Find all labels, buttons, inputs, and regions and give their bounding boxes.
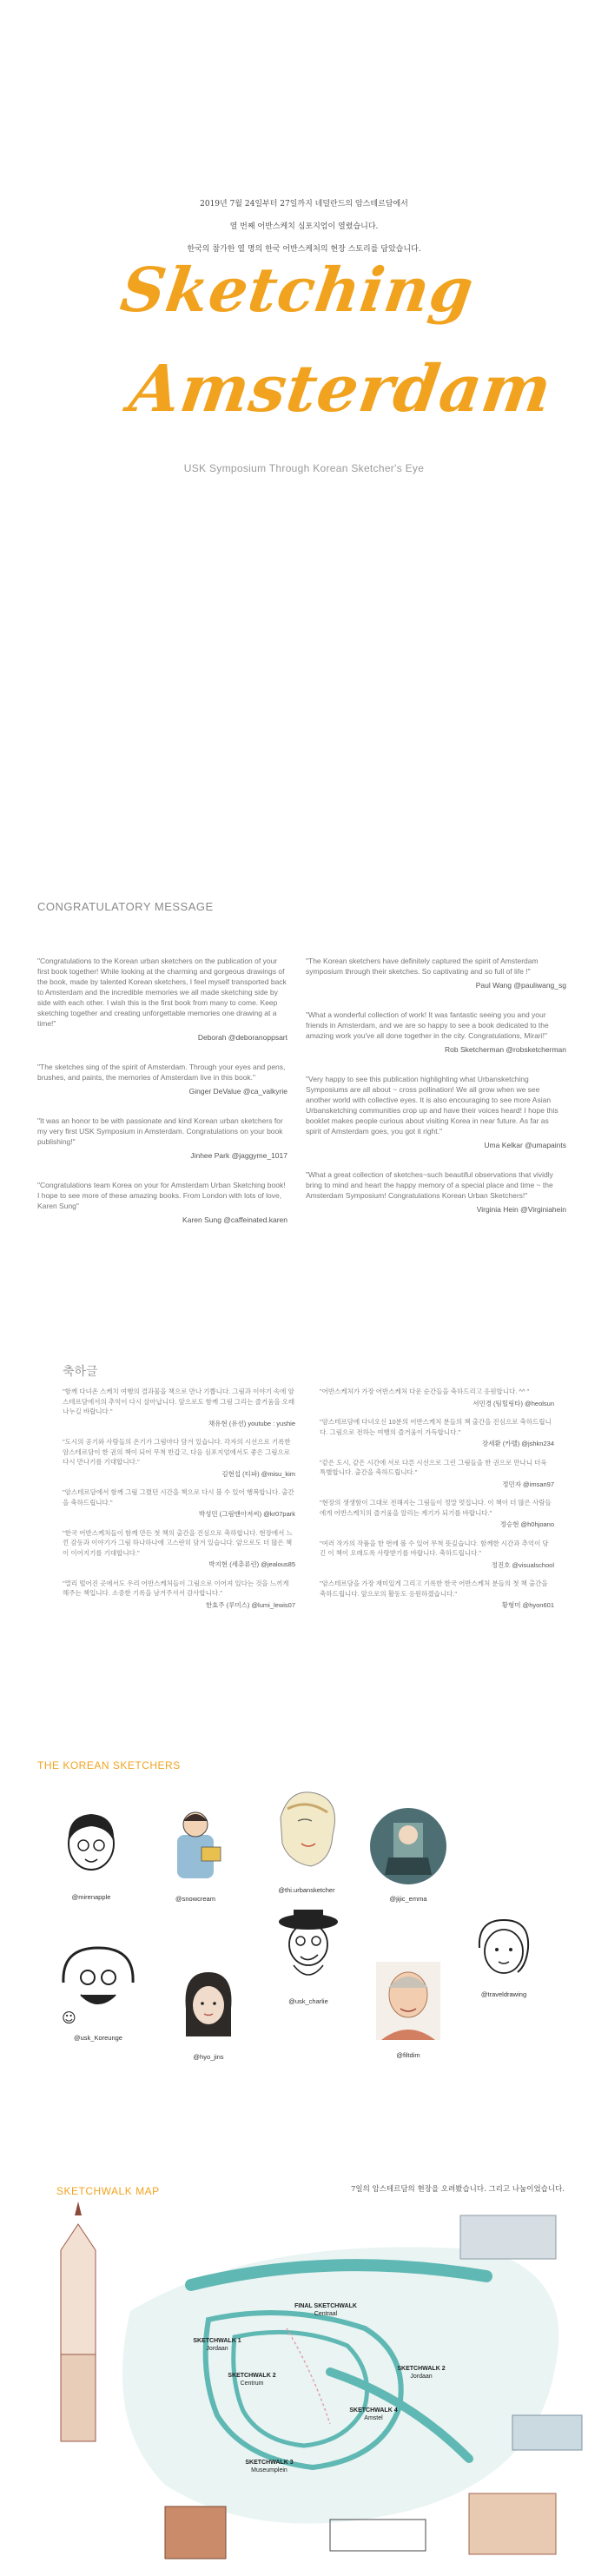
korean-signature: 서민경 (팀힐링타) @heolsun — [473, 1399, 554, 1407]
map-label-sub: Centraal — [314, 2311, 338, 2317]
sketchers-heading: THE KOREAN SKETCHERS — [37, 1759, 181, 1771]
korean-message: "암스테르담에서 함께 그림 그렸던 시간을 책으로 다시 볼 수 있어 행복합니다. 출간을 축하드립니다." — [63, 1488, 294, 1507]
congrats-message: "Congratulations to the Korean urban sketchers on the publication of your first book together! While looking at the charming and gorgeous drawings of the book, made by talented Korean sketchers, I feel myself transported back to Amsterdam and the incredible memories we all made sketching side by side with each other. I wish this is the first book from many to come. Keep sketching together and creating unforgettable memories one drawing at a time!" — [37, 957, 287, 1028]
congrats-message: "Very happy to see this publication highlighting what Urbansketching Symposiums are all about ~ cross pollination! We all grow when we see another world with collective eyes. It is also encouraging to see more Asian Urbansketching communities crop up and have their voices heard! I hope this booklet makes people curious about visiting Korea in near future. As far as spirit of Amsterdam goes, you got it right." — [306, 1075, 558, 1136]
portrait-illustration — [156, 1800, 235, 1887]
korean-message: "함께 다녀온 스케치 여행의 결과물을 책으로 만나 기쁩니다. 그림과 이야기 속에 암스테르담에서의 추억이 다시 살아납니다. 앞으로도 함께 그림 그리는 즐거움을 오래 나누길 바랍니다." — [63, 1387, 295, 1415]
korean-message: "도시의 공기와 사람들의 온기가 그림마다 담겨 있습니다. 각자의 시선으로 기록한 암스테르담이 한 권의 책이 되어 무척 반갑고, 다음 심포지엄에서도 좋은 그림으로 다시 만나기를 기대합니다." — [63, 1438, 291, 1466]
sketcher-portrait — [460, 1913, 547, 1998]
sketcher-portrait — [50, 1939, 146, 2042]
sketcher-handle: @jijic_emma — [389, 1895, 427, 1903]
congrats-message: "The sketches sing of the spirit of Amsterdam. Through your eyes and pens, brushes, and paints, the memories of Amsterdam live in this book." — [37, 1063, 286, 1082]
sketcher-handle: @hyo_jins — [193, 2053, 224, 2061]
korean-message: "멀리 떨어진 곳에서도 우리 어반스케처들이 그림으로 이어져 있다는 것을 느끼게 해주는 책입니다. 소중한 기록을 남겨주셔서 감사합니다." — [63, 1579, 289, 1597]
congrats-message: "The Korean sketchers have definitely captured the spirit of Amsterdam symposium through their sketches. So captivating and so full of life !" — [306, 957, 539, 976]
portrait-illustration — [263, 1783, 350, 1878]
korean-right-column — [320, 1387, 554, 1619]
map-illustration — [0, 2198, 608, 2572]
congrats-signature: Rob Sketcherman @robsketcherman — [445, 1045, 566, 1054]
sketcher-portrait — [52, 1807, 130, 1901]
map-label-sub: Amstel — [364, 2415, 383, 2421]
korean-signature: 정승현 @h0hjoano — [499, 1520, 554, 1528]
korean-messages-heading: 축하글 — [63, 1365, 98, 1379]
sketcher-handle: @mirenapple — [71, 1893, 111, 1901]
portrait-illustration — [369, 1957, 447, 2043]
map-label-title: SKETCHWALK 2 — [397, 2366, 446, 2372]
sketchwalk-map-heading: SKETCHWALK MAP — [56, 2185, 160, 2197]
map-label-sub: Museumplein — [251, 2467, 287, 2473]
korean-message: "암스테르담에 다녀오신 10분의 어반스케처 분들의 책 출간을 진심으로 축하드립니다. 그림으로 전하는 여행의 즐거움이 가득합니다." — [320, 1418, 552, 1436]
sketcher-handle: @snowcream — [175, 1895, 215, 1903]
map-label-sub: Jordaan — [206, 2346, 228, 2352]
map-label — [178, 2337, 256, 2353]
sketcher-handle: @filtdim — [396, 2051, 420, 2059]
congrats-signature: Virginia Hein @Virginiahein — [476, 1205, 566, 1214]
korean-message: "여러 작가의 작품을 한 번에 볼 수 있어 무척 뜻깊습니다. 함께한 시간과 추억이 담긴 이 책이 오래도록 사랑받기를 바랍니다. 축하드립니다." — [320, 1539, 549, 1557]
sketcher-handle: @usk_Koreunge — [74, 2034, 122, 2042]
korean-signature: 정민자 @imsan97 — [502, 1480, 554, 1488]
portrait-illustration — [469, 1913, 539, 1983]
congrats-message: "What a wonderful collection of work! It was fantastic seeing you and your friends in Amsterdam, and we are so happy to see a book dedicated to the amazing work you've all done together in the city. Congratulations, Mirari!" — [306, 1010, 549, 1040]
sketcher-portrait — [165, 1965, 252, 2061]
congrats-message: "It was an honor to be with passionate and kind Korean urban sketchers for my very first USK Symposium in Amsterdam. Congratulations on your book publishing!" — [37, 1116, 283, 1146]
logo-word-sketching: Sketching — [116, 254, 479, 326]
sketcher-portrait — [259, 1783, 354, 1894]
map-label-sub: Jordaan — [410, 2374, 433, 2380]
congrats-signature: Ginger DeValue @ca_valkyrie — [188, 1087, 287, 1096]
map-label-title: SKETCHWALK 2 — [228, 2373, 276, 2379]
portrait-illustration — [268, 1903, 349, 1990]
korean-message: "암스테르담을 가장 재미있게 그리고 기록한 한국 어반스케처 분들의 첫 책 출간을 축하드립니다. 앞으로의 활동도 응원하겠습니다." — [320, 1579, 548, 1598]
sketchwalk-map — [0, 2198, 608, 2572]
portrait-illustration — [56, 1807, 126, 1885]
korean-signature: 장세환 (카멜) @jshkn234 — [481, 1440, 554, 1447]
korean-left-column — [63, 1387, 295, 1619]
sketcher-portrait — [265, 1903, 352, 2005]
sketcher-portrait — [365, 1805, 452, 1903]
map-label-title: SKETCHWALK 4 — [349, 2407, 398, 2414]
congrats-message: "Congratulations team Korea on your for Amsterdam Urban Sketching book! I hope to see more of these amazing books. From London with lots of love, Karen Sung" — [37, 1181, 286, 1210]
sketcher-handle: @thi.urbansketcher — [278, 1886, 335, 1894]
korean-message: "어반스케처가 가장 어반스케처 다운 순간들을 축하드리고 응원합니다. ^^ " — [320, 1387, 530, 1395]
korean-message: "현장의 생생함이 그대로 전해지는 그림들이 정말 멋집니다. 이 책이 더 많은 사람들에게 어반스케치의 즐거움을 알리는 계기가 되기를 바랍니다." — [320, 1499, 552, 1517]
congrats-signature: Paul Wang @pauliwang_sg — [475, 981, 566, 990]
map-label-sub: Centrum — [240, 2381, 264, 2387]
congrats-left-column — [37, 956, 287, 1244]
congrats-right-column — [306, 956, 566, 1234]
logo-subtitle: USK Symposium Through Korean Sketcher's Eye — [183, 462, 425, 474]
portrait-illustration — [55, 1939, 142, 2026]
korean-message: "같은 도시, 같은 시간에 서로 다른 시선으로 그린 그림들을 한 권으로 만나니 더욱 특별합니다. 출간을 축하드립니다." — [320, 1458, 547, 1476]
korean-signature: 황형미 @hyon601 — [501, 1601, 554, 1609]
intro-line: 한국의 참가한 열 명의 한국 어반스케처의 현장 스토리를 담았습니다. — [187, 245, 421, 254]
map-label-title: SKETCHWALK 1 — [193, 2338, 241, 2344]
congrats-signature: Karen Sung @caffeinated.karen — [182, 1215, 287, 1224]
portrait-illustration — [174, 1965, 243, 2045]
intro-line: 2019년 7월 24일부터 27일까지 네덜란드의 암스테르담에서 — [200, 200, 408, 209]
map-label-title: FINAL SKETCHWALK — [294, 2303, 357, 2309]
congrats-signature: Jinhee Park @jaggyme_1017 — [190, 1151, 287, 1160]
korean-signature: 박성민 (그림맨아저씨) @kr07park — [198, 1510, 295, 1518]
map-label — [230, 2459, 308, 2474]
sketcher-portrait — [152, 1800, 239, 1903]
map-label — [213, 2372, 291, 2387]
logo-word-amsterdam: Amsterdam — [124, 352, 557, 427]
korean-signature: 정진호 @visualschool — [491, 1560, 554, 1569]
portrait-illustration — [367, 1805, 449, 1887]
map-label — [382, 2365, 460, 2381]
korean-signature: 채유현 (유션) youtube : yushie — [208, 1419, 295, 1427]
map-label — [334, 2407, 413, 2422]
congrats-message: "What a great collection of sketches~such beautiful observations that vividly bring to mind and heart the happy memory of a special place and time ~ the Amsterdam Symposium! Congratulations Korean Urban Sketchers!" — [306, 1170, 553, 1200]
intro-line: 열 번째 어반스케치 심포지엄이 열렸습니다. — [229, 222, 379, 231]
map-label-title: SKETCHWALK 3 — [245, 2460, 294, 2466]
intro-text — [0, 193, 608, 261]
korean-message: "한국 어반스케처들이 함께 만든 첫 책의 출간을 진심으로 축하합니다. 현장에서 느낀 감동과 이야기가 그림 하나하나에 고스란히 담겨 있습니다. 앞으로도 더 많은 책이 이어지기를 기대합니다." — [63, 1528, 293, 1557]
sketcher-handle: @traveldrawing — [480, 1990, 527, 1998]
korean-signature: 박지현 (세츄류린) @jealous85 — [208, 1560, 295, 1568]
sketcher-portrait — [365, 1957, 452, 2059]
congratulatory-heading: CONGRATULATORY MESSAGE — [37, 900, 214, 913]
sketcher-handle: @usk_charlie — [288, 1997, 328, 2005]
congrats-signature: Deborah @deboranoppsart — [197, 1033, 287, 1042]
korean-signature: 김현섭 (티파) @misu_kim — [221, 1469, 295, 1478]
svg-text:☺: ☺ — [62, 2010, 76, 2026]
map-label — [278, 2302, 373, 2318]
map-note: 7일의 암스테르담의 현장을 오려봤습니다. 그리고 나눔이었습니다. — [350, 2185, 565, 2194]
korean-signature: 한효주 (루미스) @lumi_lewis07 — [205, 1600, 295, 1609]
congrats-signature: Uma Kelkar @umapaints — [484, 1141, 566, 1149]
